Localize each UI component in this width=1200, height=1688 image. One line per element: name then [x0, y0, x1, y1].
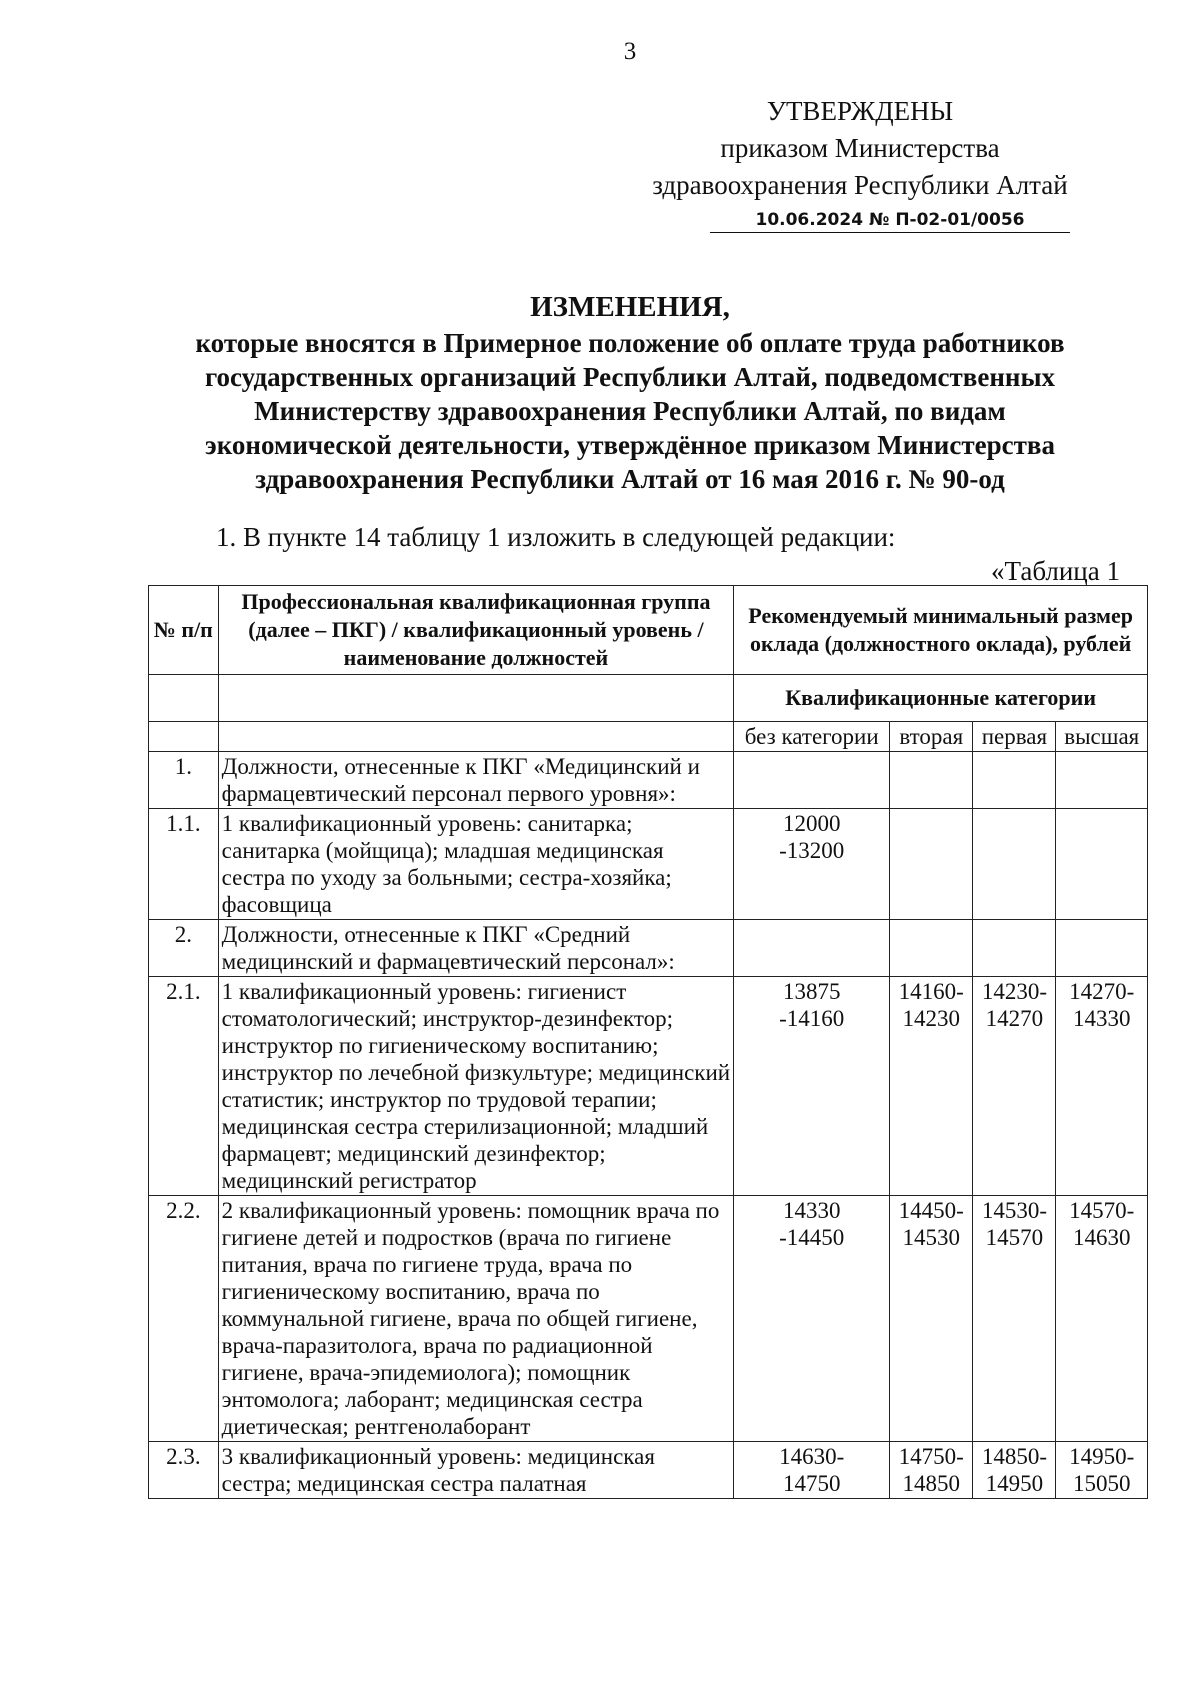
table-row	[149, 1442, 1148, 1499]
table-header-row	[149, 675, 1148, 722]
title-line: Министерству здравоохранения Республики Алтай, по видам	[254, 396, 1006, 426]
cell-first	[973, 1196, 1056, 1442]
value-from: 14850-	[981, 1444, 1047, 1469]
table-header-row	[149, 586, 1148, 675]
instruction-paragraph: 1. В пункте 14 таблицу 1 изложить в следующей редакции:	[216, 522, 896, 552]
value-from: 14570-	[1069, 1198, 1135, 1223]
header-empty-cell	[149, 722, 219, 752]
value-to: 14270	[985, 1006, 1044, 1031]
value-to: 14850	[902, 1471, 960, 1496]
approval-order-number: 10.06.2024 № П-02-01/0056	[710, 208, 1070, 233]
row-description: 1 квалификационный уровень: санитарка; санитарка (мойщица); младшая медицинская сестра по уходу за больными; сестра-хозяйка; фасовщица	[218, 809, 734, 920]
cell-first	[973, 920, 1056, 977]
value-to: 14530	[902, 1225, 960, 1250]
value-from: 14270-	[1069, 979, 1135, 1004]
table-row	[149, 977, 1148, 1196]
row-description: Должности, отнесенные к ПКГ «Медицинский и фармацевтический персонал первого уровня»:	[218, 752, 734, 809]
cell-first	[973, 809, 1056, 920]
header-cat-highest: высшая	[1056, 722, 1148, 752]
cell-highest	[1056, 809, 1148, 920]
table-header-row	[149, 722, 1148, 752]
cell-first	[973, 752, 1056, 809]
value-from: 14330	[782, 1198, 841, 1223]
table-row	[149, 920, 1148, 977]
cell-no-category	[734, 1442, 890, 1499]
value-from: 14530-	[981, 1198, 1047, 1223]
title-line: экономической деятельности, утверждённое приказом Министерства	[205, 430, 1055, 460]
cell-second	[890, 809, 973, 920]
header-empty-cell	[149, 675, 219, 722]
cell-second	[890, 977, 973, 1196]
salary-table	[148, 585, 1148, 1499]
title-heading: ИЗМЕНЕНИЯ,	[530, 291, 730, 323]
cell-no-category	[734, 920, 890, 977]
row-description: 2 квалификационный уровень: помощник врача по гигиене детей и подростков (врача по гигиене питания, врача по гигиене труда, врача по гигиеническому воспитанию, врача по коммунальной гигиене, врача по общей гигиене, врача-паразитолога, врача по радиационной гигиене, врача-эпидемиолога); помощник энтомолога; лаборант; медицинская сестра диетическая; рентгенолаборант	[218, 1196, 734, 1442]
value-from: 14750-	[898, 1444, 964, 1469]
value-from: 13875	[782, 979, 841, 1004]
value-to: 14950	[985, 1471, 1044, 1496]
approval-line: здравоохранения Республики Алтай	[652, 170, 1068, 200]
title-line: государственных организаций Республики Алтай, подведомственных	[204, 362, 1056, 392]
cell-no-category	[734, 977, 890, 1196]
cell-no-category	[734, 1196, 890, 1442]
cell-second	[890, 1442, 973, 1499]
cell-highest	[1056, 1196, 1148, 1442]
header-cat-first: первая	[973, 722, 1056, 752]
header-num: № п/п	[149, 586, 219, 675]
row-description: 1 квалификационный уровень: гигиенист стоматологический; инструктор-дезинфектор; инструктор по гигиеническому воспитанию; инструктор по лечебной физкультуре; медицинский статистик; инструктор по трудовой терапии; медицинская сестра стерилизационной; младший фармацевт; медицинский дезинфектор; медицинский регистратор	[218, 977, 734, 1196]
value-from: 14950-	[1069, 1444, 1135, 1469]
row-description: 3 квалификационный уровень: медицинская сестра; медицинская сестра палатная	[218, 1442, 734, 1499]
value-from: 14160-	[898, 979, 964, 1004]
value-to: 14330	[1072, 1006, 1131, 1031]
cell-first	[973, 1442, 1056, 1499]
value-from: 14230-	[981, 979, 1047, 1004]
cell-second	[890, 752, 973, 809]
cell-highest	[1056, 752, 1148, 809]
row-num: 2.	[149, 920, 219, 977]
row-num: 2.3.	[149, 1442, 219, 1499]
approval-stamp	[600, 93, 1120, 233]
title-line: здравоохранения Республики Алтай от 16 мая 2016 г. № 90-од	[255, 464, 1005, 494]
table-body	[149, 752, 1148, 1499]
header-cat-none: без категории	[734, 722, 890, 752]
row-num: 2.1.	[149, 977, 219, 1196]
header-empty-cell	[218, 722, 734, 752]
row-num: 2.2.	[149, 1196, 219, 1442]
cell-first	[973, 977, 1056, 1196]
table-caption: «Таблица 1	[991, 556, 1120, 586]
document-title	[120, 290, 1140, 496]
table-row	[149, 1196, 1148, 1442]
value-to: 15050	[1072, 1471, 1131, 1496]
row-num: 1.	[149, 752, 219, 809]
value-to: -13200	[779, 838, 845, 863]
cell-second	[890, 1196, 973, 1442]
cell-no-category	[734, 809, 890, 920]
approval-line: приказом Министерства	[720, 133, 1000, 163]
value-from: 14630-	[779, 1444, 845, 1469]
value-to: 14570	[985, 1225, 1044, 1250]
value-to: -14160	[779, 1006, 845, 1031]
row-num: 1.1.	[149, 809, 219, 920]
table-row	[149, 809, 1148, 920]
table-row	[149, 752, 1148, 809]
cell-highest	[1056, 1442, 1148, 1499]
value-to: -14450	[779, 1225, 845, 1250]
title-line: которые вносятся в Примерное положение об оплате труда работников	[195, 328, 1065, 358]
cell-highest	[1056, 920, 1148, 977]
value-from: 12000	[782, 811, 841, 836]
header-cat-second: вторая	[890, 722, 973, 752]
row-description: Должности, отнесенные к ПКГ «Средний медицинский и фармацевтический персонал»:	[218, 920, 734, 977]
header-group: Профессиональная квалификационная группа (далее – ПКГ) / квалификационный уровень / наименование должностей	[218, 586, 734, 675]
header-categories: Квалификационные категории	[734, 675, 1148, 722]
approval-title: УТВЕРЖДЕНЫ	[766, 96, 954, 126]
cell-highest	[1056, 977, 1148, 1196]
value-from: 14450-	[898, 1198, 964, 1223]
header-salary: Рекомендуемый минимальный размер оклада (должностного оклада), рублей	[734, 586, 1148, 675]
header-empty-cell	[218, 675, 734, 722]
value-to: 14630	[1072, 1225, 1131, 1250]
cell-second	[890, 920, 973, 977]
cell-no-category	[734, 752, 890, 809]
value-to: 14750	[782, 1471, 841, 1496]
page-number: 3	[623, 38, 637, 65]
value-to: 14230	[902, 1006, 960, 1031]
